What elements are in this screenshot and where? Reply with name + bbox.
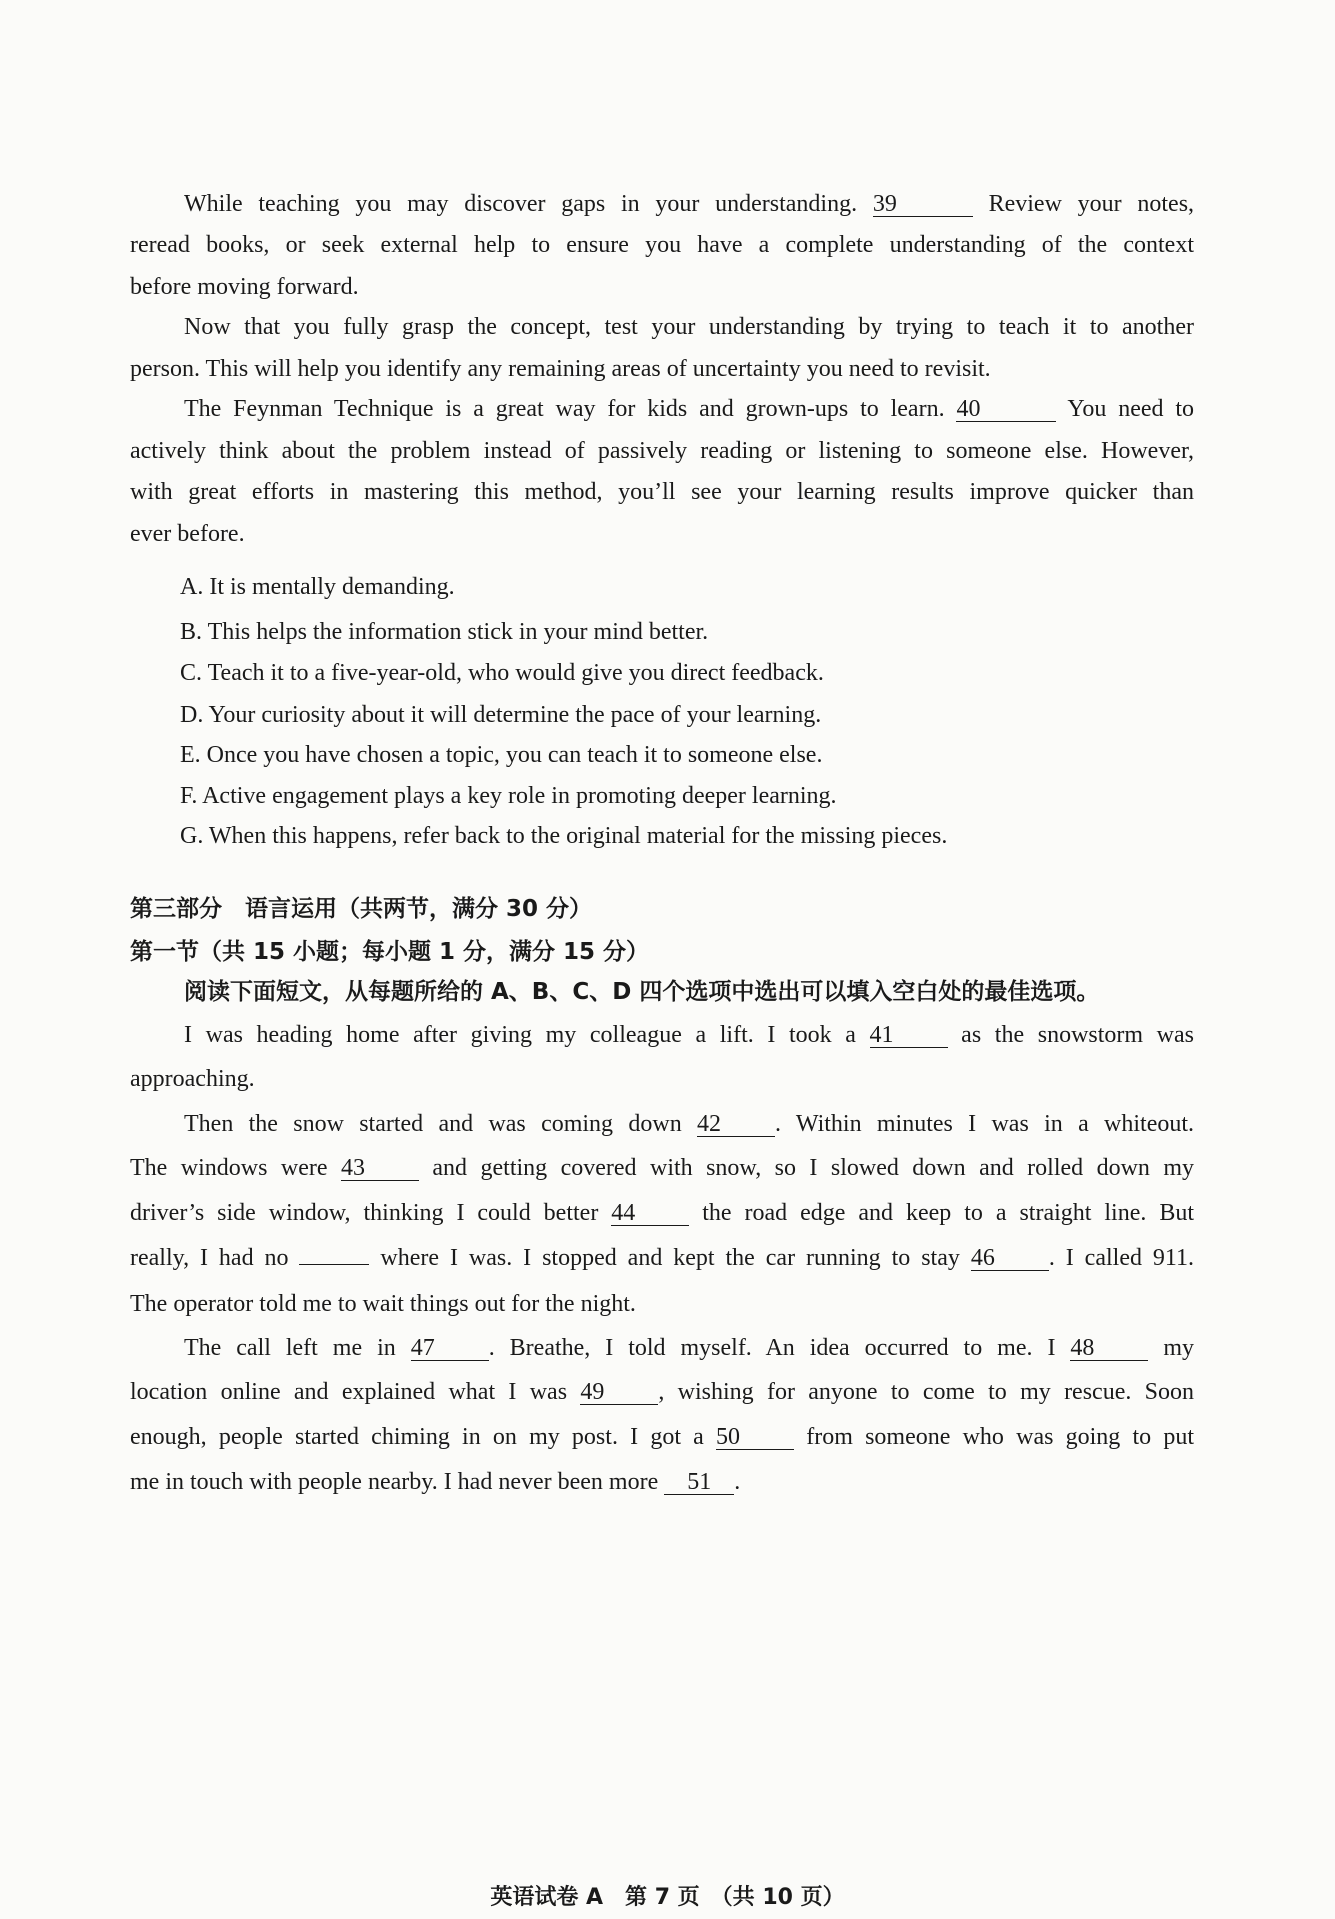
passage2-text: , wishing for anyone to come to my rescue. Soon xyxy=(658,1379,1195,1405)
blank-44: 44 xyxy=(611,1201,689,1226)
blank-46: 46 xyxy=(971,1246,1049,1271)
passage2-text: Then the snow started and was coming down xyxy=(184,1111,682,1137)
passage2-line9 xyxy=(130,1377,1194,1407)
option-c: C. Teach it to a five-year-old, who would give you direct feedback. xyxy=(180,660,824,686)
passage2-line5 xyxy=(130,1198,1194,1228)
passage2-line4 xyxy=(130,1153,1194,1183)
passage1-text: You need to xyxy=(1067,396,1195,422)
passage2-text: . I called 911. xyxy=(1048,1245,1195,1271)
passage2-line7: The operator told me to wait things out for the night. xyxy=(130,1291,636,1317)
passage2-text: where I was. I stopped and kept the car running to stay xyxy=(380,1245,960,1271)
passage1-text: The Feynman Technique is a great way for kids and grown-ups to learn. xyxy=(184,396,945,422)
blank-43: 43 xyxy=(341,1156,419,1181)
passage2-text: The call left me in xyxy=(184,1335,396,1361)
passage2-text: I was heading home after giving my colleague a lift. I took a xyxy=(184,1022,856,1048)
passage2-text: location online and explained what I was xyxy=(130,1379,568,1405)
passage2-line8 xyxy=(130,1333,1194,1363)
option-b: B. This helps the information stick in your mind better. xyxy=(180,619,709,645)
blank-45 xyxy=(299,1264,369,1265)
blank-50: 50 xyxy=(716,1425,794,1450)
option-d: D. Your curiosity about it will determine the pace of your learning. xyxy=(180,702,822,728)
passage1-paragraph1-line2: reread books, or seek external help to ensure you have a complete understanding of the context xyxy=(130,232,1194,258)
passage2-line6 xyxy=(130,1243,1194,1273)
blank-48: 48 xyxy=(1070,1336,1148,1361)
blank-51: 51 xyxy=(664,1470,734,1495)
passage2-line10 xyxy=(130,1422,1194,1452)
section-instruction: 阅读下面短文，从每题所给的 A、B、C、D 四个选项中选出可以填入空白处的最佳选项。 xyxy=(184,979,1100,1005)
option-a: A. It is mentally demanding. xyxy=(180,574,455,600)
passage2-text: . Breathe, I told myself. An idea occurred to me. I xyxy=(488,1335,1056,1361)
blank-40: 40 xyxy=(956,397,1056,422)
passage1-paragraph3-line4: ever before. xyxy=(130,521,245,547)
blank-41: 41 xyxy=(870,1023,948,1048)
part-three-title: 第三部分 语言运用（共两节，满分 30 分） xyxy=(130,896,593,922)
passage2-text: . xyxy=(734,1469,741,1495)
passage2-text: and getting covered with snow, so I slowed down and rolled down my xyxy=(432,1155,1195,1181)
passage2-text: me in touch with people nearby. I had never been more xyxy=(130,1469,659,1495)
passage1-paragraph3-line1 xyxy=(130,394,1194,424)
passage2-text: from someone who was going to put xyxy=(806,1424,1195,1450)
passage1-paragraph2-line1: Now that you fully grasp the concept, test your understanding by trying to teach it to another xyxy=(184,314,1194,340)
subsection-one-title: 第一节（共 15 小题；每小题 1 分，满分 15 分） xyxy=(130,939,650,965)
passage2-line1 xyxy=(130,1020,1194,1050)
passage1-paragraph1-line1 xyxy=(130,189,1194,219)
passage2-text: driver’s side window, thinking I could better xyxy=(130,1200,599,1226)
passage1-paragraph3-line2: actively think about the problem instead of passively reading or listening to someone else. However, xyxy=(130,438,1194,464)
passage2-text: really, I had no xyxy=(130,1245,289,1271)
passage1-paragraph3-line3: with great efforts in mastering this method, you’ll see your learning results improve quicker than xyxy=(130,479,1194,505)
blank-42: 42 xyxy=(697,1112,775,1137)
passage2-text: the road edge and keep to a straight line. But xyxy=(702,1200,1194,1226)
passage2-text: enough, people started chiming in on my post. I got a xyxy=(130,1424,704,1450)
option-e: E. Once you have chosen a topic, you can teach it to someone else. xyxy=(180,742,823,768)
blank-39: 39 xyxy=(873,192,973,217)
passage2-text: . Within minutes I was in a whiteout. xyxy=(775,1111,1195,1137)
blank-49: 49 xyxy=(580,1380,658,1405)
option-g: G. When this happens, refer back to the original material for the missing pieces. xyxy=(180,823,948,849)
option-f: F. Active engagement plays a key role in promoting deeper learning. xyxy=(180,783,837,809)
blank-47: 47 xyxy=(411,1336,489,1361)
passage2-text: as the snowstorm was xyxy=(961,1022,1195,1048)
passage1-text: While teaching you may discover gaps in your understanding. xyxy=(184,191,858,217)
passage2-text: The windows were xyxy=(130,1155,328,1181)
passage2-line3 xyxy=(130,1109,1194,1139)
passage2-line2: approaching. xyxy=(130,1066,255,1092)
passage1-paragraph2-line2: person. This will help you identify any remaining areas of uncertainty you need to revisit. xyxy=(130,356,991,382)
passage2-text: my xyxy=(1163,1335,1195,1361)
page-footer: 英语试卷 A 第 7 页 （共 10 页） xyxy=(490,1885,845,1910)
passage1-text: Review your notes, xyxy=(988,191,1195,217)
passage1-paragraph1-line3: before moving forward. xyxy=(130,274,359,300)
passage2-line11 xyxy=(130,1467,740,1497)
